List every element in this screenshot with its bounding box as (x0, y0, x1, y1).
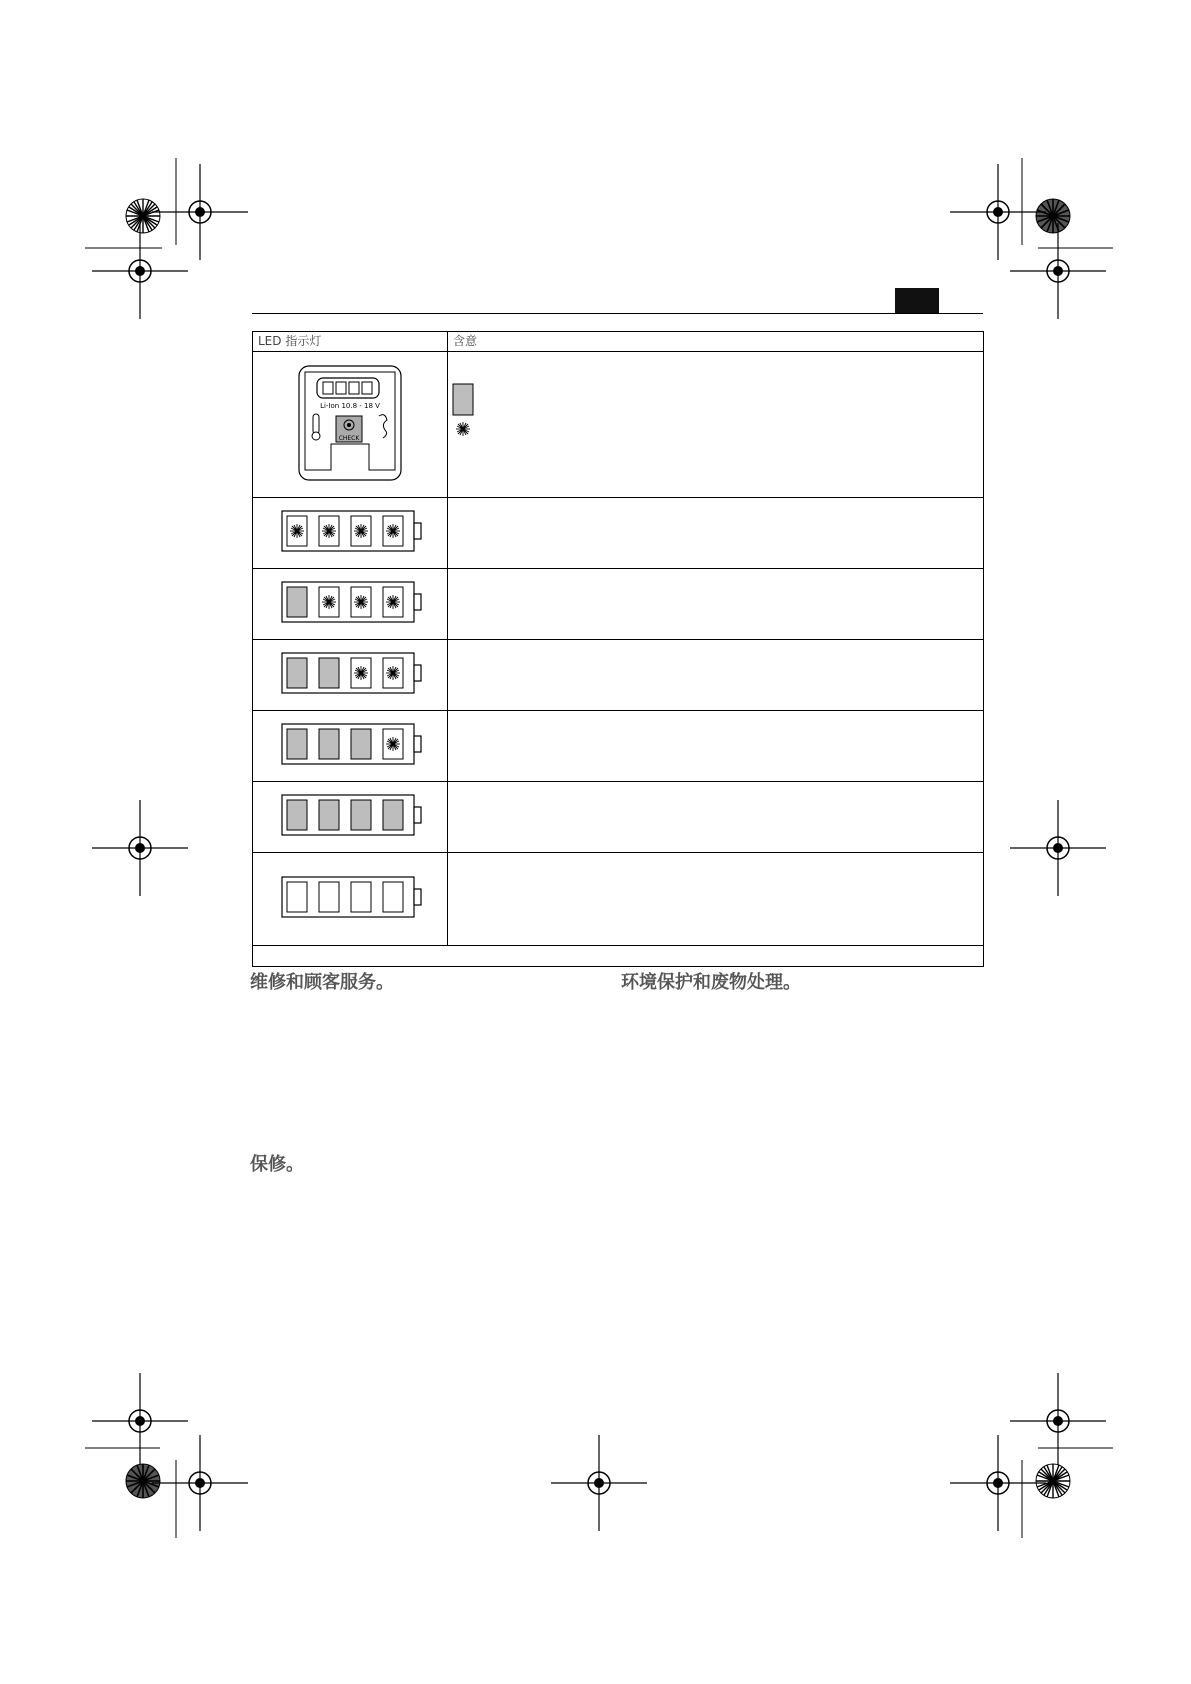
led-segment-blink (287, 516, 307, 546)
battery-icon-cell (253, 853, 448, 946)
led-segment-on (319, 729, 339, 759)
meaning-cell (448, 711, 984, 782)
battery-row-3 (253, 640, 984, 711)
led-segment-off (351, 882, 371, 912)
led-segment-off (287, 882, 307, 912)
header-led-indicator: LED 指示灯 (253, 332, 448, 352)
led-segment-blink (383, 729, 403, 759)
legend-icons (452, 383, 482, 443)
battery-row-2 (253, 569, 984, 640)
meaning-cell (448, 640, 984, 711)
led-segment-on (287, 587, 307, 617)
led-segment-blink (319, 516, 339, 546)
battery-indicator-icon (275, 506, 425, 556)
battery-icon-cell (253, 782, 448, 853)
led-segment-blink (351, 587, 371, 617)
table-header-row (253, 332, 984, 352)
warranty-heading: 保修。 (250, 1154, 304, 1175)
led-segment-on (287, 729, 307, 759)
header-rule (252, 313, 983, 314)
led-segment-blink (351, 658, 371, 688)
battery-indicator-icon (275, 577, 425, 627)
led-segment-blink (351, 516, 371, 546)
meaning-cell (448, 853, 984, 946)
panel-row (253, 352, 984, 498)
led-segment-blink (383, 587, 403, 617)
battery-indicator-icon (275, 872, 425, 922)
charger-panel-cell (253, 352, 448, 498)
meaning-cell (448, 498, 984, 569)
led-segment-on (351, 729, 371, 759)
environment-heading: 环境保护和废物处理。 (621, 972, 801, 993)
battery-icon-cell (253, 711, 448, 782)
language-tab (895, 288, 939, 313)
led-segment-off (319, 882, 339, 912)
meaning-cell (448, 782, 984, 853)
battery-indicator-icon (275, 648, 425, 698)
led-indicator-table (252, 331, 984, 967)
legend-cell (448, 352, 984, 498)
panel-model-text: Li-Ion 10.8 - 18 V (320, 401, 380, 410)
battery-row-5 (253, 782, 984, 853)
led-segment-on (319, 658, 339, 688)
led-segment-off (383, 882, 403, 912)
service-heading: 维修和顾客服务。 (250, 972, 394, 993)
battery-row-4 (253, 711, 984, 782)
table-footer-cell (253, 946, 984, 967)
led-segment-blink (319, 587, 339, 617)
led-segment-on (351, 800, 371, 830)
led-segment-blink (383, 658, 403, 688)
battery-icon-cell (253, 498, 448, 569)
header-meaning: 含意 (448, 332, 984, 352)
panel-check-text: CHECK (338, 434, 360, 442)
battery-indicator-icon (275, 790, 425, 840)
table-footer-row (253, 946, 984, 967)
led-segment-on (287, 658, 307, 688)
battery-icon-cell (253, 569, 448, 640)
led-segment-on (287, 800, 307, 830)
battery-row-1 (253, 498, 984, 569)
battery-indicator-icon (275, 719, 425, 769)
led-segment-blink (383, 516, 403, 546)
meaning-cell (448, 569, 984, 640)
charger-panel-illustration (295, 364, 405, 482)
battery-icon-cell (253, 640, 448, 711)
led-segment-on (383, 800, 403, 830)
battery-row-6 (253, 853, 984, 946)
led-segment-on (319, 800, 339, 830)
